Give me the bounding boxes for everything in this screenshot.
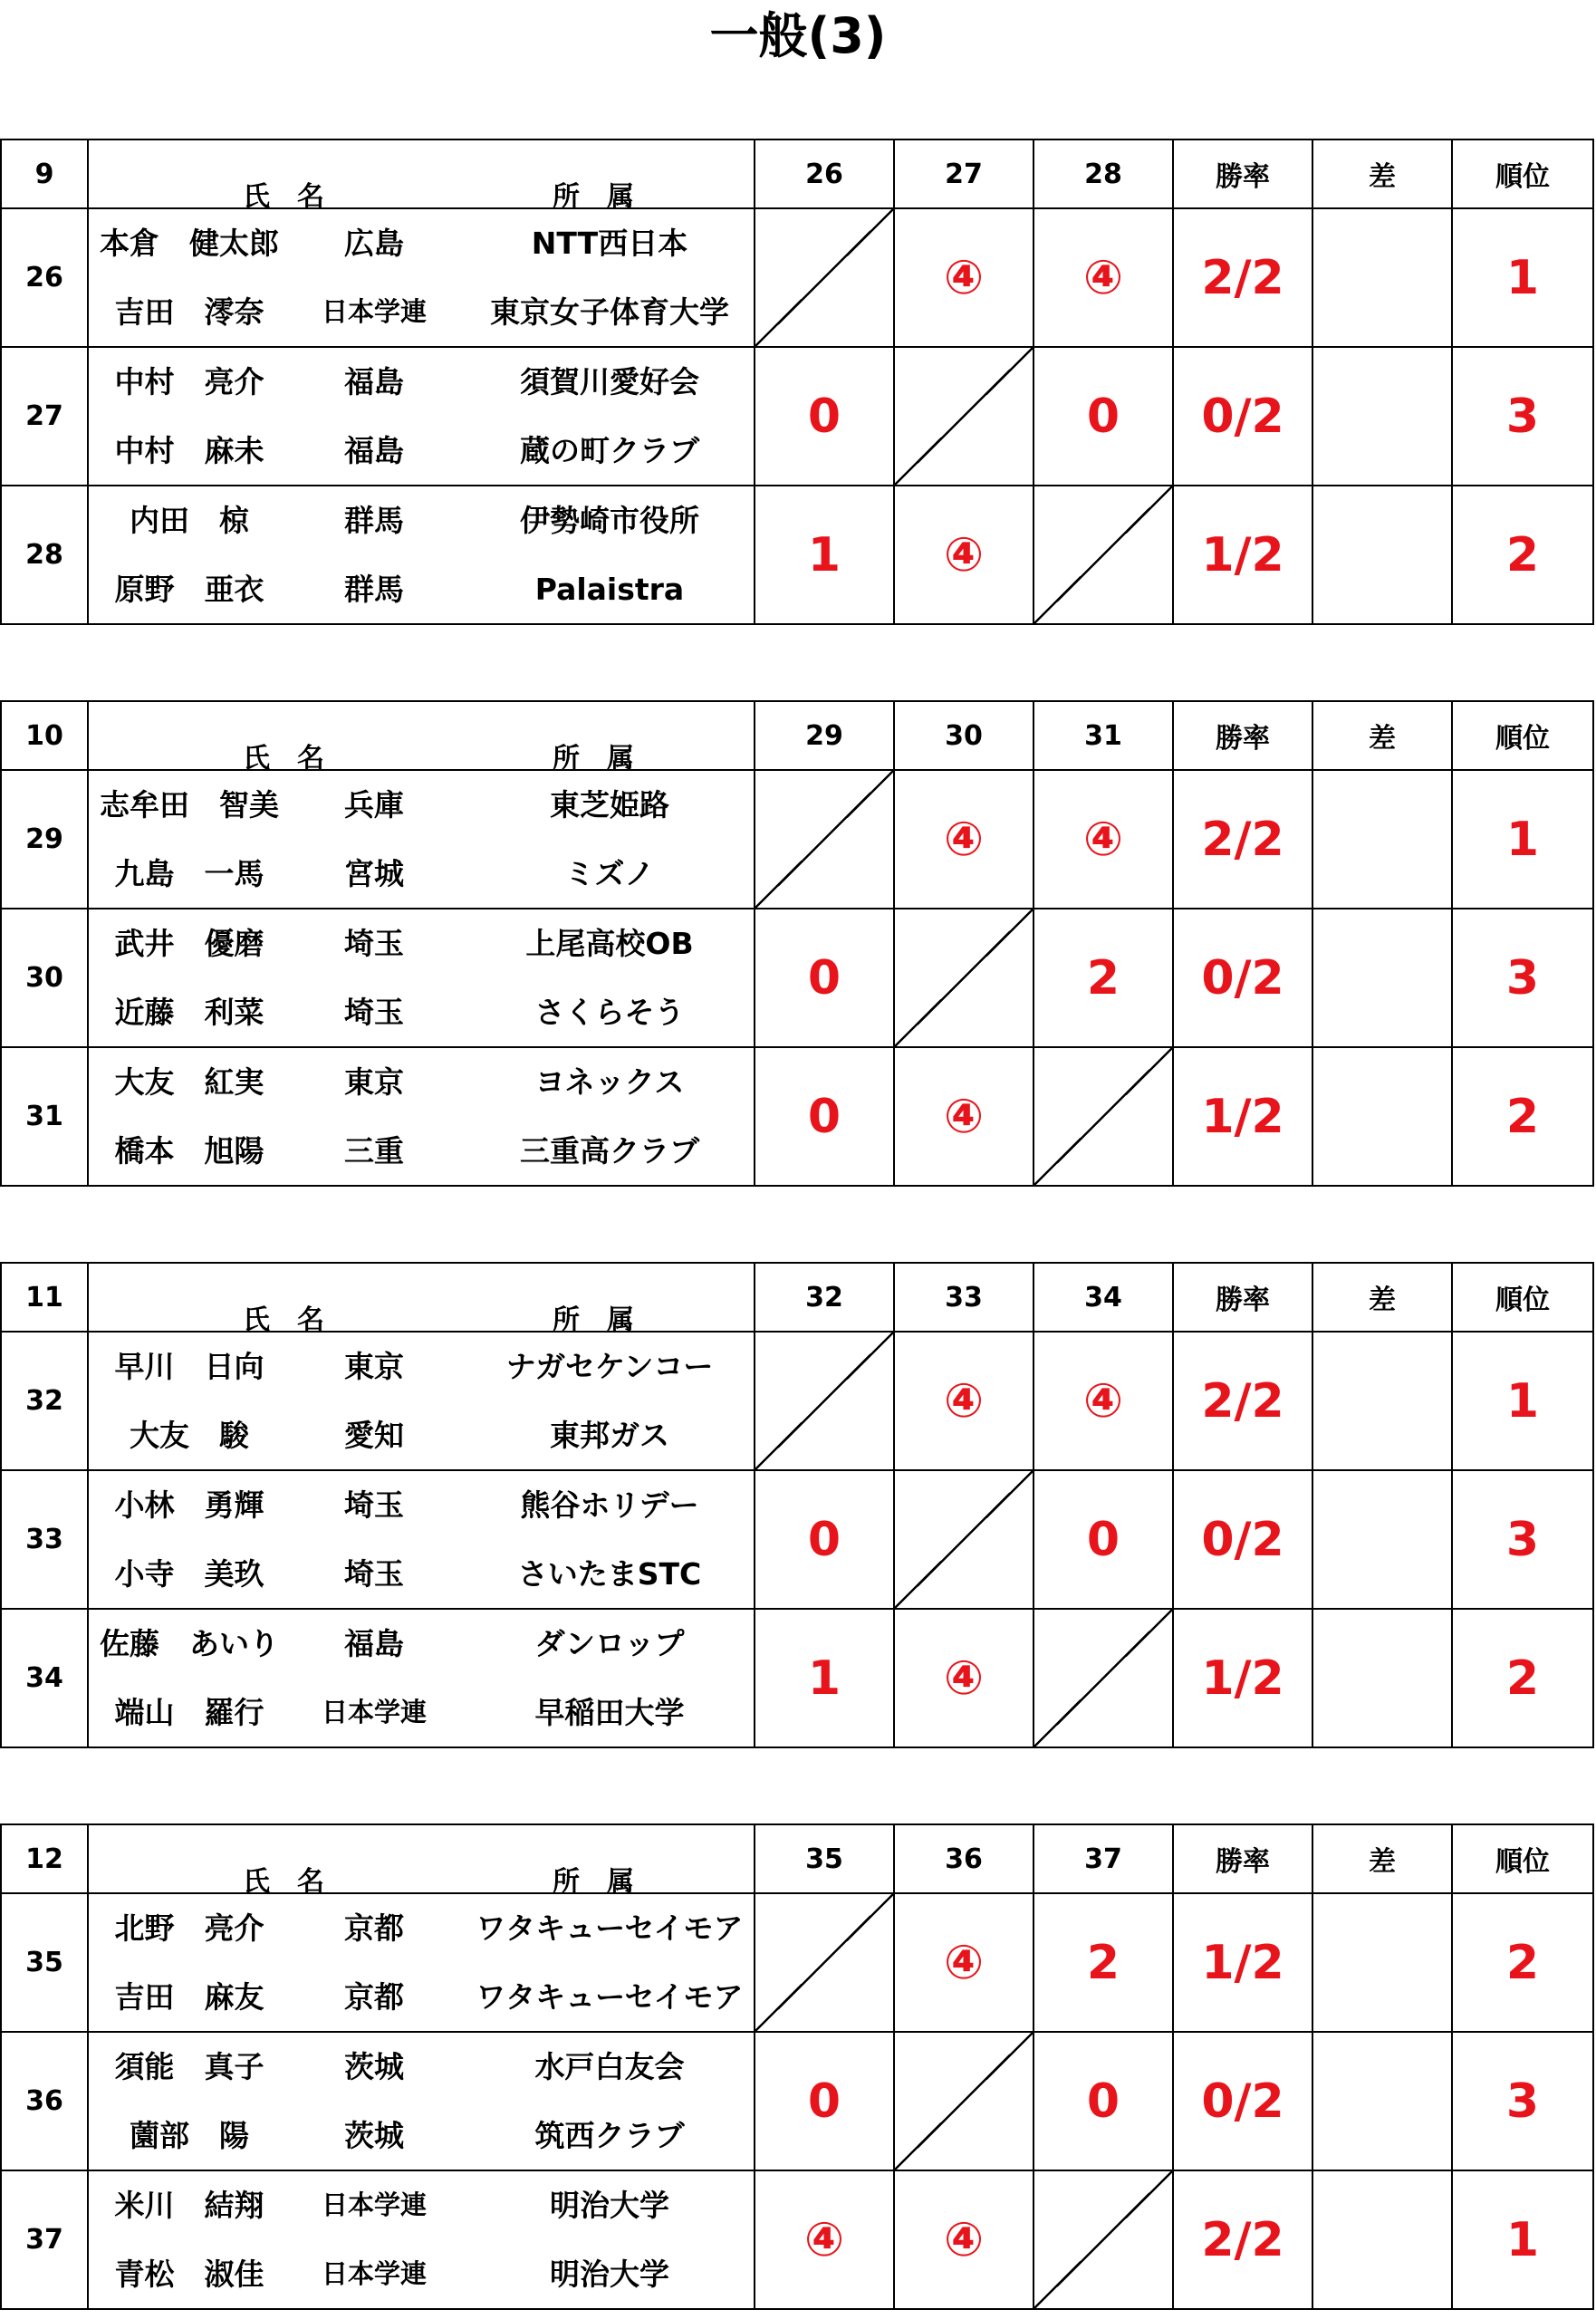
- player-name: 北野 亮介: [114, 1910, 264, 1946]
- header-opponent-28: 28: [1034, 140, 1173, 208]
- team-players: [88, 1893, 755, 2032]
- match-result: 2: [1034, 909, 1173, 1047]
- player-affiliation: 蔵の町クラブ: [520, 433, 699, 468]
- player-1: [89, 348, 752, 416]
- self-match-cell: [755, 1893, 894, 2032]
- rank: 1: [1452, 2170, 1593, 2309]
- league-table-group-9: [0, 139, 1594, 625]
- point-diff: [1312, 208, 1452, 347]
- player-affiliation: 伊勢崎市役所: [520, 503, 699, 538]
- player-prefecture: 京都: [344, 1910, 404, 1946]
- win-rate: 0/2: [1173, 347, 1312, 486]
- header-diff: 差: [1312, 1263, 1452, 1332]
- win-rate: 1/2: [1173, 1609, 1312, 1747]
- match-result: 1: [755, 1609, 894, 1747]
- player-name: 原野 亜衣: [114, 572, 264, 607]
- win-rate: 0/2: [1173, 2032, 1312, 2170]
- player-1: [89, 1333, 752, 1400]
- player-prefecture: 福島: [344, 1626, 404, 1661]
- header-opponent-31: 31: [1034, 701, 1173, 770]
- table-row: [1, 770, 1593, 909]
- player-name: 須能 真子: [114, 2049, 264, 2084]
- header-opponent-35: 35: [755, 1824, 894, 1893]
- player-2: [89, 840, 752, 908]
- header-opponent-33: 33: [894, 1263, 1034, 1332]
- table-row: [1, 1893, 1593, 2032]
- player-prefecture: 福島: [344, 433, 404, 468]
- player-affiliation: 須賀川愛好会: [520, 364, 699, 399]
- team-players: [88, 347, 755, 486]
- header-diff: 差: [1312, 140, 1452, 208]
- player-affiliation: さくらそう: [534, 995, 685, 1030]
- self-match-cell: [894, 2032, 1034, 2170]
- rank: 1: [1452, 1332, 1593, 1470]
- header-affiliation: 所 属: [553, 1866, 634, 1898]
- self-match-cell: [1034, 1609, 1173, 1747]
- team-number: 35: [1, 1893, 88, 2032]
- team-number: 33: [1, 1470, 88, 1609]
- point-diff: [1312, 770, 1452, 909]
- league-table-group-11: [0, 1262, 1594, 1748]
- player-prefecture: 埼玉: [344, 1487, 404, 1523]
- header-name: 氏 名: [243, 1304, 324, 1336]
- match-result: ④: [755, 2170, 894, 2309]
- table-header-row: [1, 701, 1593, 770]
- table-row: [1, 1332, 1593, 1470]
- player-1: [89, 1048, 752, 1116]
- table-header-row: [1, 1824, 1593, 1893]
- table-row: [1, 1047, 1593, 1186]
- player-1: [89, 1471, 752, 1539]
- player-prefecture: 京都: [344, 1979, 404, 2015]
- player-name: 青松 淑佳: [114, 2256, 264, 2292]
- player-name: 早川 日向: [114, 1349, 264, 1384]
- header-opponent-37: 37: [1034, 1824, 1173, 1893]
- player-prefecture: 兵庫: [344, 787, 404, 823]
- player-2: [89, 978, 752, 1046]
- player-prefecture: 日本学連: [321, 296, 427, 327]
- player-affiliation: 熊谷ホリデー: [520, 1487, 699, 1523]
- player-prefecture: 東京: [344, 1064, 404, 1100]
- player-affiliation: さいたまSTC: [517, 1556, 702, 1592]
- match-result: ④: [894, 1047, 1034, 1186]
- team-number: 32: [1, 1332, 88, 1470]
- player-affiliation: 東邦ガス: [550, 1418, 669, 1453]
- team-players: [88, 486, 755, 624]
- player-affiliation: ミズノ: [564, 856, 655, 891]
- win-rate: 2/2: [1173, 2170, 1312, 2309]
- win-rate: 0/2: [1173, 1470, 1312, 1609]
- point-diff: [1312, 1893, 1452, 2032]
- player-1: [89, 486, 752, 554]
- self-match-cell: [894, 1470, 1034, 1609]
- self-match-cell: [894, 347, 1034, 486]
- player-name: 大友 駿: [130, 1418, 249, 1453]
- match-result: ④: [894, 1893, 1034, 2032]
- point-diff: [1312, 909, 1452, 1047]
- team-number: 37: [1, 2170, 88, 2309]
- self-match-cell: [1034, 1047, 1173, 1186]
- group-number: 11: [1, 1263, 88, 1332]
- team-number: 34: [1, 1609, 88, 1747]
- player-prefecture: 茨城: [344, 2118, 404, 2153]
- player-prefecture: 日本学連: [321, 2258, 427, 2289]
- point-diff: [1312, 1332, 1452, 1470]
- header-opponent-29: 29: [755, 701, 894, 770]
- match-result: ④: [894, 1609, 1034, 1747]
- player-name: 中村 麻未: [114, 433, 264, 468]
- match-result: 0: [755, 1047, 894, 1186]
- player-prefecture: 日本学連: [321, 1697, 427, 1727]
- player-prefecture: 愛知: [344, 1418, 404, 1453]
- match-result: ④: [894, 486, 1034, 624]
- point-diff: [1312, 1470, 1452, 1609]
- header-opponent-30: 30: [894, 701, 1034, 770]
- header-rate: 勝率: [1173, 1263, 1312, 1332]
- player-prefecture: 群馬: [344, 503, 404, 538]
- header-name-affiliation: [88, 1263, 755, 1336]
- point-diff: [1312, 2170, 1452, 2309]
- player-1: [89, 2033, 752, 2101]
- player-name: 九島 一馬: [114, 856, 264, 891]
- group-number: 10: [1, 701, 88, 770]
- header-affiliation: 所 属: [553, 181, 634, 213]
- player-1: [89, 209, 752, 277]
- self-match-cell: [894, 909, 1034, 1047]
- player-name: 小林 勇輝: [114, 1487, 264, 1523]
- header-name: 氏 名: [243, 743, 324, 775]
- win-rate: 2/2: [1173, 1332, 1312, 1470]
- table-row: [1, 2032, 1593, 2170]
- team-players: [88, 1609, 755, 1747]
- player-2: [89, 1401, 752, 1469]
- player-1: [89, 2171, 752, 2239]
- match-result: ④: [894, 2170, 1034, 2309]
- player-prefecture: 日本学連: [321, 2189, 427, 2220]
- table-row: [1, 2170, 1593, 2309]
- match-result: ④: [1034, 208, 1173, 347]
- header-name-affiliation: [88, 701, 755, 775]
- table-row: [1, 208, 1593, 347]
- match-result: ④: [894, 1332, 1034, 1470]
- player-2: [89, 2240, 752, 2308]
- team-number: 27: [1, 347, 88, 486]
- player-prefecture: 茨城: [344, 2049, 404, 2084]
- team-number: 31: [1, 1047, 88, 1186]
- match-result: 2: [1034, 1893, 1173, 2032]
- player-affiliation: ワタキューセイモア: [476, 1910, 744, 1946]
- match-result: 0: [1034, 347, 1173, 486]
- player-2: [89, 1963, 752, 2031]
- header-rate: 勝率: [1173, 140, 1312, 208]
- team-number: 29: [1, 770, 88, 909]
- table-header-row: [1, 140, 1593, 208]
- player-prefecture: 埼玉: [344, 926, 404, 961]
- rank: 2: [1452, 486, 1593, 624]
- team-players: [88, 1047, 755, 1186]
- match-result: 0: [1034, 1470, 1173, 1609]
- match-result: ④: [1034, 1332, 1173, 1470]
- match-result: 1: [755, 486, 894, 624]
- header-rate: 勝率: [1173, 1824, 1312, 1893]
- header-rank: 順位: [1452, 1263, 1593, 1332]
- player-name: 武井 優磨: [114, 926, 264, 961]
- player-name: 近藤 利菜: [114, 995, 264, 1030]
- league-table-group-10: [0, 700, 1594, 1187]
- team-players: [88, 909, 755, 1047]
- rank: 2: [1452, 1609, 1593, 1747]
- match-result: 0: [755, 909, 894, 1047]
- header-name-affiliation: [88, 1824, 755, 1898]
- header-opponent-34: 34: [1034, 1263, 1173, 1332]
- self-match-cell: [1034, 2170, 1173, 2309]
- team-players: [88, 2170, 755, 2309]
- team-players: [88, 208, 755, 347]
- player-prefecture: 群馬: [344, 572, 404, 607]
- team-players: [88, 770, 755, 909]
- group-number: 12: [1, 1824, 88, 1893]
- win-rate: 1/2: [1173, 486, 1312, 624]
- table-header-row: [1, 1263, 1593, 1332]
- rank: 1: [1452, 770, 1593, 909]
- rank: 3: [1452, 347, 1593, 486]
- player-prefecture: 宮城: [344, 856, 404, 891]
- player-affiliation: NTT西日本: [531, 226, 688, 261]
- team-players: [88, 2032, 755, 2170]
- self-match-cell: [755, 770, 894, 909]
- player-name: 端山 羅行: [114, 1695, 264, 1730]
- win-rate: 1/2: [1173, 1047, 1312, 1186]
- league-table-group-12: [0, 1823, 1594, 2310]
- player-name: 中村 亮介: [114, 364, 264, 399]
- header-rank: 順位: [1452, 140, 1593, 208]
- table-row: [1, 347, 1593, 486]
- team-players: [88, 1332, 755, 1470]
- team-number: 28: [1, 486, 88, 624]
- player-name: 米川 結翔: [114, 2188, 264, 2223]
- player-affiliation: ダンロップ: [534, 1626, 685, 1661]
- team-number: 36: [1, 2032, 88, 2170]
- header-affiliation: 所 属: [553, 743, 634, 775]
- player-2: [89, 1117, 752, 1185]
- header-affiliation: 所 属: [553, 1304, 634, 1336]
- player-affiliation: ヨネックス: [534, 1064, 685, 1100]
- player-affiliation: Palaistra: [534, 572, 685, 607]
- player-1: [89, 1894, 752, 1962]
- player-prefecture: 埼玉: [344, 1556, 404, 1592]
- match-result: ④: [894, 770, 1034, 909]
- player-prefecture: 埼玉: [344, 995, 404, 1030]
- player-name: 薗部 陽: [130, 2118, 249, 2153]
- team-players: [88, 1470, 755, 1609]
- point-diff: [1312, 1609, 1452, 1747]
- player-affiliation: 上尾高校OB: [525, 926, 694, 961]
- player-2: [89, 278, 752, 346]
- player-name: 橋本 旭陽: [114, 1133, 264, 1169]
- header-rate: 勝率: [1173, 701, 1312, 770]
- player-affiliation: ナガセケンコー: [505, 1349, 714, 1384]
- table-row: [1, 1609, 1593, 1747]
- header-name: 氏 名: [243, 181, 324, 213]
- point-diff: [1312, 1047, 1452, 1186]
- player-prefecture: 福島: [344, 364, 404, 399]
- player-name: 本倉 健太郎: [100, 226, 279, 261]
- header-opponent-36: 36: [894, 1824, 1034, 1893]
- header-rank: 順位: [1452, 701, 1593, 770]
- header-diff: 差: [1312, 701, 1452, 770]
- match-result: 0: [755, 1470, 894, 1609]
- rank: 3: [1452, 1470, 1593, 1609]
- match-result: 0: [1034, 2032, 1173, 2170]
- header-name-affiliation: [88, 140, 755, 213]
- player-name: 志牟田 智美: [100, 787, 279, 823]
- player-affiliation: 早稲田大学: [534, 1695, 685, 1730]
- rank: 3: [1452, 2032, 1593, 2170]
- player-name: 内田 椋: [130, 503, 249, 538]
- win-rate: 2/2: [1173, 770, 1312, 909]
- match-result: ④: [894, 208, 1034, 347]
- player-affiliation: 明治大学: [550, 2256, 669, 2292]
- page-title: 一般(3): [709, 7, 887, 64]
- table-row: [1, 909, 1593, 1047]
- player-affiliation: 東芝姫路: [550, 787, 669, 823]
- player-2: [89, 2102, 752, 2170]
- player-2: [89, 1540, 752, 1608]
- player-1: [89, 771, 752, 839]
- header-opponent-32: 32: [755, 1263, 894, 1332]
- player-prefecture: 東京: [344, 1349, 404, 1384]
- player-prefecture: 広島: [344, 226, 404, 261]
- header-opponent-26: 26: [755, 140, 894, 208]
- self-match-cell: [755, 208, 894, 347]
- match-result: 0: [755, 2032, 894, 2170]
- rank: 2: [1452, 1047, 1593, 1186]
- self-match-cell: [755, 1332, 894, 1470]
- header-rank: 順位: [1452, 1824, 1593, 1893]
- player-1: [89, 909, 752, 977]
- rank: 2: [1452, 1893, 1593, 2032]
- team-number: 30: [1, 909, 88, 1047]
- player-name: 吉田 麻友: [114, 1979, 264, 2015]
- player-2: [89, 1679, 752, 1746]
- player-name: 佐藤 あいり: [100, 1626, 279, 1661]
- player-affiliation: 筑西クラブ: [534, 2118, 685, 2153]
- player-2: [89, 555, 752, 623]
- header-diff: 差: [1312, 1824, 1452, 1893]
- win-rate: 2/2: [1173, 208, 1312, 347]
- rank: 3: [1452, 909, 1593, 1047]
- table-row: [1, 486, 1593, 624]
- match-result: ④: [1034, 770, 1173, 909]
- player-1: [89, 1610, 752, 1678]
- header-name: 氏 名: [243, 1866, 324, 1898]
- player-affiliation: 水戸白友会: [534, 2049, 685, 2084]
- team-number: 26: [1, 208, 88, 347]
- player-affiliation: 東京女子体育大学: [490, 294, 729, 330]
- win-rate: 0/2: [1173, 909, 1312, 1047]
- player-prefecture: 三重: [344, 1133, 404, 1169]
- win-rate: 1/2: [1173, 1893, 1312, 2032]
- player-name: 大友 紅実: [114, 1064, 264, 1100]
- self-match-cell: [1034, 486, 1173, 624]
- rank: 1: [1452, 208, 1593, 347]
- player-affiliation: 明治大学: [550, 2188, 669, 2223]
- match-result: 0: [755, 347, 894, 486]
- point-diff: [1312, 2032, 1452, 2170]
- player-2: [89, 417, 752, 485]
- player-affiliation: ワタキューセイモア: [476, 1979, 744, 2015]
- player-name: 小寺 美玖: [114, 1556, 264, 1592]
- point-diff: [1312, 486, 1452, 624]
- table-row: [1, 1470, 1593, 1609]
- header-opponent-27: 27: [894, 140, 1034, 208]
- group-number: 9: [1, 140, 88, 208]
- player-name: 吉田 澪奈: [114, 294, 264, 330]
- player-affiliation: 三重高クラブ: [520, 1133, 699, 1169]
- point-diff: [1312, 347, 1452, 486]
